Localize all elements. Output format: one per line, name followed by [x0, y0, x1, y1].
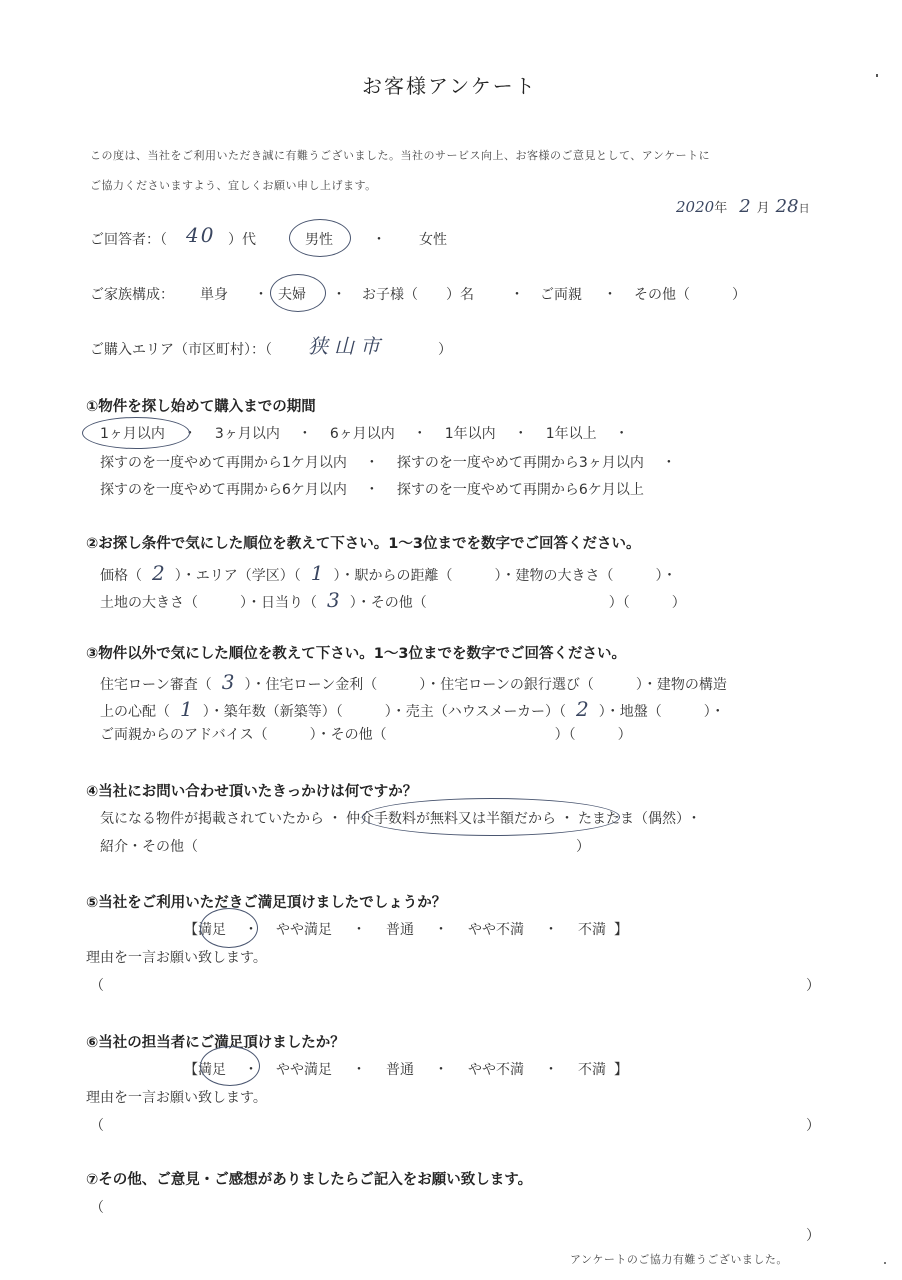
- family-separator-3: ・: [510, 287, 524, 303]
- q2-line1: [100, 561, 676, 585]
- male-selection-circle: [289, 219, 351, 257]
- q5-sep: ・: [352, 922, 366, 938]
- q6-option-satisfied[interactable]: 満足: [198, 1062, 226, 1078]
- q2-price-rank: 2: [152, 561, 165, 585]
- q4-sep: ・: [687, 811, 701, 827]
- q4-option-fee[interactable]: 仲介手数料が無料又は半額だから: [346, 811, 556, 827]
- date-day: 28: [775, 196, 799, 217]
- q1-option-1y[interactable]: 1年以内: [444, 426, 496, 442]
- q1-sep: ・: [364, 455, 379, 471]
- q6-option-dissatisfied[interactable]: 不満: [578, 1062, 606, 1078]
- q1-title: ①物件を探し始めて購入までの期間: [86, 399, 316, 415]
- family-separator-1: ・: [254, 287, 268, 303]
- q3-line1-rest: ）・住宅ローン金利（ ）・住宅ローンの銀行選び（ ）・建物の構造: [244, 677, 727, 693]
- date-year: 2020: [676, 198, 715, 216]
- scan-speck: [884, 1262, 886, 1264]
- q3-line3: ご両親からのアドバイス（ ）・その他（ ）（ ）: [100, 727, 632, 743]
- answer-date: [676, 196, 810, 217]
- respondent-label: ご回答者：（: [90, 232, 167, 248]
- q1-option-1m[interactable]: 1ヶ月以内: [100, 426, 165, 442]
- intro-text-line1: この度は、当社をご利用いただき誠に有難うございました。当社のサービス向上、お客様のご意見として、アンケートに: [90, 149, 711, 162]
- family-label: ご家族構成：: [90, 287, 174, 303]
- footer-thanks: アンケートのご協力有難うございました。: [570, 1253, 788, 1266]
- q3-worry-label: 上の心配（: [100, 704, 170, 720]
- q6-bracket-open: 【: [184, 1062, 198, 1078]
- q5-bracket-open: 【: [184, 922, 198, 938]
- family-separator-4: ・: [603, 287, 617, 303]
- q6-option-somewhat-dissatisfied[interactable]: やや不満: [468, 1062, 524, 1078]
- q4-title: ④当社にお問い合わせ頂いたきっかけは何ですか？: [86, 784, 418, 800]
- q7-comment-close: ）: [806, 1228, 820, 1244]
- q6-reason-open: （: [90, 1118, 104, 1134]
- q2-title: ②お探し条件で気にした順位を教えて下さい。1～3位までを数字でご回答ください。: [86, 536, 641, 552]
- q1-option-restart-1m[interactable]: 探すのを一度やめて再開から1ケ月以内: [100, 455, 347, 471]
- q5-sep: ・: [244, 922, 258, 938]
- q5-bracket-close: 】: [614, 922, 628, 938]
- q6-reason-label: 理由を一言お願い致します。: [86, 1090, 267, 1106]
- q5-option-neutral[interactable]: 普通: [386, 922, 414, 938]
- q3-structure-rank: 1: [180, 697, 193, 721]
- q4-selection-circle: [362, 798, 620, 836]
- family-parents-option[interactable]: ご両親: [540, 287, 582, 303]
- scan-speck: [876, 74, 878, 77]
- q3-line2: [100, 697, 725, 721]
- couple-selection-circle: [270, 274, 326, 312]
- q1-sep: ・: [364, 482, 379, 498]
- area-label: ご購入エリア（市区町村）：（: [90, 342, 272, 358]
- date-month-unit: 月: [756, 201, 770, 216]
- q5-title: ⑤当社をご利用いただきご満足頂けましたでしょうか？: [86, 895, 447, 911]
- q6-option-somewhat-satisfied[interactable]: やや満足: [276, 1062, 332, 1078]
- q4-option-chance[interactable]: たまたま（偶然）: [578, 811, 683, 827]
- q5-reason-close: ）: [806, 978, 820, 994]
- area-value: 狭山市: [308, 334, 386, 358]
- q4-line2: 紹介・その他（ ）: [100, 839, 590, 855]
- q6-sep: ・: [434, 1062, 448, 1078]
- q6-sep: ・: [244, 1062, 258, 1078]
- q6-bracket-close: 】: [614, 1062, 628, 1078]
- q2-sunlight-rank: 3: [327, 588, 340, 612]
- date-year-unit: 年: [714, 201, 728, 216]
- q5-reason-open: （: [90, 978, 104, 994]
- q5-option-somewhat-dissatisfied[interactable]: やや不満: [468, 922, 524, 938]
- gender-separator: ・: [372, 232, 386, 248]
- page-title: お客様アンケート: [362, 74, 537, 98]
- family-children-option[interactable]: お子様（ ）名: [362, 287, 474, 303]
- family-couple-option[interactable]: 夫婦: [278, 287, 306, 303]
- family-single-option[interactable]: 単身: [200, 287, 228, 303]
- q2-area-label: ）・エリア（学区）（: [174, 568, 301, 584]
- q3-loan-label: 住宅ローン審査（: [100, 677, 212, 693]
- q1-sep: ・: [661, 455, 676, 471]
- q6-sep: ・: [352, 1062, 366, 1078]
- q3-line2-end: ）・地盤（ ）・: [598, 704, 725, 720]
- q1-selection-circle: [82, 417, 190, 449]
- q3-line2-mid: ）・築年数（新築等）（ ）・売主（ハウスメーカー）（: [202, 704, 567, 720]
- q1-sep: ・: [297, 426, 312, 442]
- q2-station-etc: ）・駅からの距離（ ）・建物の大きさ（ ）・: [333, 568, 677, 584]
- q3-line1: [100, 670, 727, 694]
- q1-sep: ・: [412, 426, 427, 442]
- q3-title: ③物件以外で気にした順位を教えて下さい。1～3位までを数字でご回答ください。: [86, 646, 626, 662]
- q2-price-label: 価格（: [100, 568, 142, 584]
- q1-option-6m[interactable]: 6ヶ月以内: [329, 426, 395, 442]
- q4-sep: ・: [560, 811, 574, 827]
- q6-reason-close: ）: [806, 1118, 820, 1134]
- respondent-age: 40: [186, 223, 216, 247]
- q1-option-3m[interactable]: 3ヶ月以内: [214, 426, 280, 442]
- q1-row3: [100, 479, 644, 499]
- q6-sep: ・: [544, 1062, 558, 1078]
- q3-seller-rank: 2: [576, 697, 589, 721]
- q2-land-label: 土地の大きさ（ ）・日当り（: [100, 595, 317, 611]
- q5-option-dissatisfied[interactable]: 不満: [578, 922, 606, 938]
- gender-female-option[interactable]: 女性: [419, 232, 447, 248]
- q7-title: ⑦その他、ご意見・ご感想がありましたらご記入をお願い致します。: [86, 1172, 533, 1188]
- q4-option-listing[interactable]: 気になる物件が掲載されていたから: [100, 811, 324, 827]
- q1-sep: ・: [513, 426, 528, 442]
- area-close-paren: ）: [438, 342, 452, 358]
- q5-selection-circle: [200, 908, 258, 948]
- q5-reason-label: 理由を一言お願い致します。: [86, 950, 267, 966]
- q5-option-somewhat-satisfied[interactable]: やや満足: [276, 922, 332, 938]
- q2-area-rank: 1: [310, 561, 324, 585]
- q6-title: ⑥当社の担当者にご満足頂けましたか？: [86, 1035, 345, 1051]
- gender-male-option[interactable]: 男性: [305, 232, 333, 248]
- q5-sep: ・: [434, 922, 448, 938]
- q2-line2: [100, 588, 686, 612]
- date-day-unit: 日: [798, 202, 810, 215]
- q1-option-restart-3m[interactable]: 探すのを一度やめて再開から3ヶ月以内: [396, 455, 644, 471]
- q5-sep: ・: [544, 922, 558, 938]
- q1-sep: ・: [614, 426, 629, 442]
- q1-option-over-1y[interactable]: 1年以上: [545, 426, 597, 442]
- q1-option-restart-6m[interactable]: 探すのを一度やめて再開から6ケ月以内: [100, 482, 347, 498]
- q6-selection-circle: [200, 1046, 260, 1086]
- q2-other-label: ）・その他（ ）（ ）: [349, 595, 686, 611]
- q1-sep: ・: [182, 426, 197, 442]
- family-separator-2: ・: [332, 287, 346, 303]
- q3-loan-rank: 3: [221, 670, 235, 694]
- q7-comment-open: （: [90, 1200, 104, 1216]
- q5-option-satisfied[interactable]: 満足: [198, 922, 226, 938]
- family-other-option[interactable]: その他（ ）: [634, 287, 746, 303]
- q4-sep: ・: [328, 811, 342, 827]
- intro-text-line2: ご協力くださいますよう、宜しくお願い申し上げます。: [90, 179, 377, 192]
- q1-option-restart-over-6m[interactable]: 探すのを一度やめて再開から6ケ月以上: [396, 482, 644, 498]
- respondent-age-suffix: ）代: [228, 232, 256, 248]
- date-month: 2: [739, 196, 751, 217]
- q1-row2: [100, 452, 676, 472]
- q6-option-neutral[interactable]: 普通: [386, 1062, 414, 1078]
